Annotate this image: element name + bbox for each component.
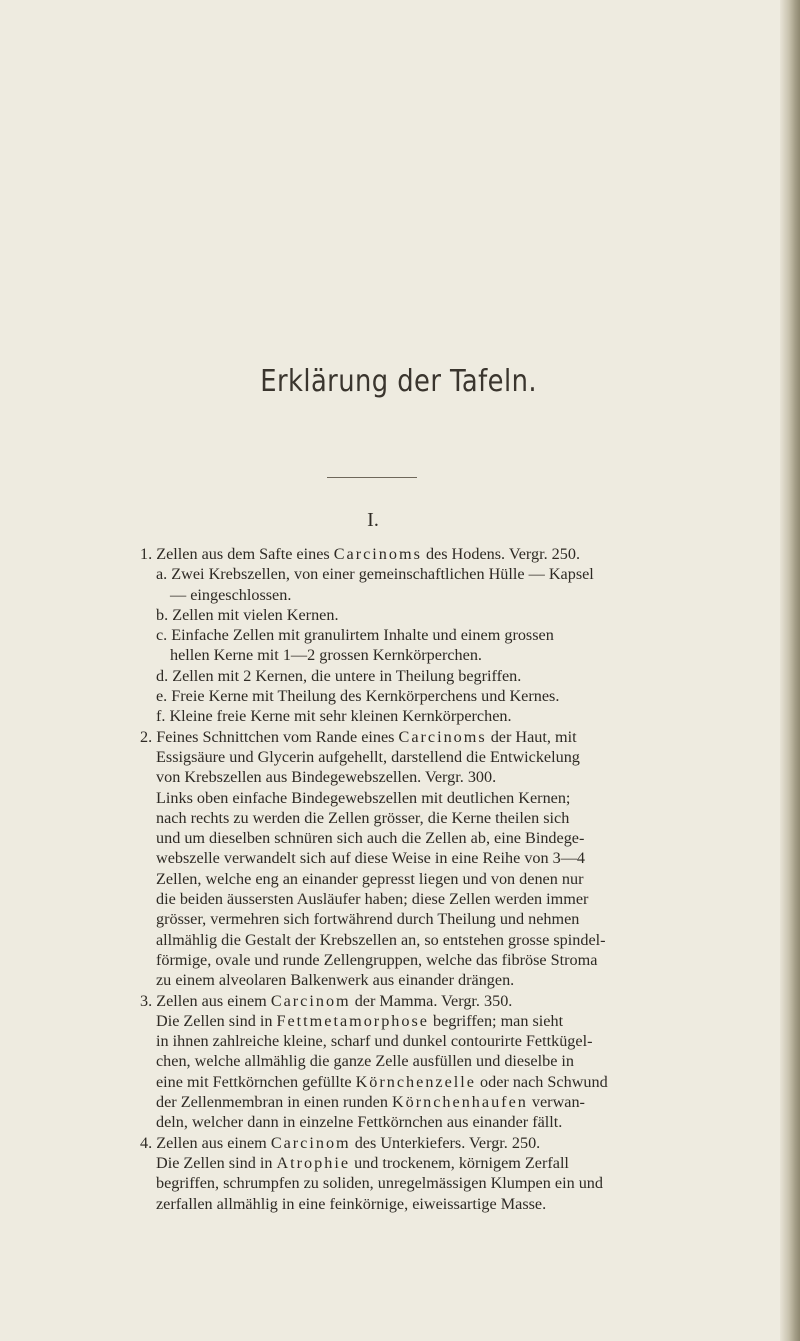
- title-rule: [327, 477, 417, 478]
- text-line: [140, 666, 790, 686]
- text-run: 4. Zellen aus einem: [140, 1133, 271, 1152]
- section-numeral: I.: [367, 509, 379, 531]
- text-line: [140, 1133, 790, 1153]
- text-run: hellen Kerne mit 1—2 grossen Kernkörperchen.: [170, 646, 482, 665]
- text-run: e. Freie Kerne mit Theilung des Kernkörperchens und Kernes.: [156, 687, 560, 706]
- page-title: Erklärung der Tafeln.: [260, 364, 537, 399]
- text-run: deln, welcher dann in einzelne Fettkörnchen aus einander fällt.: [156, 1113, 563, 1132]
- text-line: [140, 1092, 790, 1112]
- text-line: [140, 1153, 790, 1173]
- text-line: [140, 727, 790, 747]
- text-line: [140, 1112, 790, 1132]
- spaced-term: Körnchenzelle: [355, 1072, 476, 1091]
- text-run: nach rechts zu werden die Zellen grösser, die Kerne theilen sich: [156, 808, 570, 827]
- text-line: [140, 950, 790, 970]
- text-run: f. Kleine freie Kerne mit sehr kleinen Kernkörperchen.: [156, 707, 512, 726]
- spaced-term: Carcinom: [270, 991, 351, 1010]
- text-run: der Haut, mit: [486, 727, 577, 746]
- text-run: des Hodens. Vergr. 250.: [421, 545, 581, 563]
- text-line: [140, 686, 790, 706]
- text-run: — eingeschlossen.: [170, 585, 292, 604]
- text-run: begriffen, schrumpfen zu soliden, unregelmässigen Klumpen ein und: [156, 1174, 603, 1193]
- text-run: 1. Zellen aus dem Safte eines: [140, 545, 334, 563]
- text-run: zu einem alveolaren Balkenwerk aus einander drängen.: [156, 971, 515, 990]
- text-line: [140, 706, 790, 726]
- text-line: [140, 788, 790, 808]
- text-run: und trockenem, körnigem Zerfall: [350, 1153, 569, 1172]
- text-run: und um dieselben schnüren sich auch die Zellen ab, eine Bindege-: [156, 829, 585, 848]
- text-run: Zellen, welche eng an einander gepresst liegen und von denen nur: [156, 869, 584, 888]
- text-line: [140, 544, 790, 564]
- spaced-term: Fettmetamorphose: [276, 1011, 429, 1030]
- text-run: oder nach Schwund: [475, 1072, 608, 1091]
- text-run: chen, welche allmählig die ganze Zelle ausfüllen und dieselbe in: [156, 1052, 575, 1071]
- text-run: verwan-: [527, 1093, 585, 1112]
- text-line: [140, 1173, 790, 1193]
- text-line: [140, 564, 790, 584]
- text-run: in ihnen zahlreiche kleine, scharf und dunkel contourirte Fettkügel-: [156, 1032, 593, 1051]
- text-line: [140, 1051, 790, 1071]
- text-line: [140, 889, 790, 909]
- text-line: [140, 930, 790, 950]
- text-run: zerfallen allmählig in eine feinkörnige, eiweissartige Masse.: [156, 1194, 547, 1213]
- text-run: a. Zwei Krebszellen, von einer gemeinschaftlichen Hülle — Kapsel: [156, 565, 594, 584]
- text-line: [140, 1072, 790, 1092]
- text-run: c. Einfache Zellen mit granulirtem Inhalte und einem grossen: [156, 626, 554, 645]
- text-line: [140, 909, 790, 929]
- text-line: [140, 747, 790, 767]
- text-run: Die Zellen sind in: [156, 1011, 277, 1030]
- text-line: [140, 848, 790, 868]
- text-run: begriffen; man sieht: [428, 1011, 564, 1030]
- text-line: [140, 1031, 790, 1051]
- text-line: [140, 767, 790, 787]
- text-run: der Mamma. Vergr. 350.: [350, 991, 513, 1010]
- text-line: [140, 808, 790, 828]
- text-run: b. Zellen mit vielen Kernen.: [156, 605, 339, 624]
- text-line: [140, 828, 790, 848]
- text-run: Die Zellen sind in: [156, 1153, 277, 1172]
- text-run: Links oben einfache Bindegewebszellen mit deutlichen Kernen;: [156, 788, 571, 807]
- text-line: [140, 605, 790, 625]
- text-line: [140, 1194, 790, 1214]
- text-line: [140, 1011, 790, 1031]
- text-run: förmige, ovale und runde Zellengruppen, welche das fibröse Stroma: [156, 950, 598, 969]
- text-run: von Krebszellen aus Bindegewebszellen. Vergr. 300.: [156, 768, 497, 787]
- text-run: Essigsäure und Glycerin aufgehellt, darstellend die Entwickelung: [156, 747, 580, 766]
- text-run: grösser, vermehren sich fortwährend durch Theilung und nehmen: [156, 910, 580, 929]
- text-line: [140, 645, 790, 665]
- spaced-term: Atrophie: [276, 1153, 351, 1172]
- text-line: [140, 869, 790, 889]
- spaced-term: Carcinoms: [398, 727, 487, 746]
- spaced-term: Carcinom: [270, 1133, 351, 1152]
- text-run: 2. Feines Schnittchen vom Rande eines: [140, 727, 399, 746]
- spaced-term: Carcinoms: [333, 545, 422, 563]
- text-run: die beiden äussersten Ausläufer haben; diese Zellen werden immer: [156, 890, 589, 909]
- plate-explanations: [140, 544, 790, 1214]
- text-line: [140, 625, 790, 645]
- text-run: d. Zellen mit 2 Kernen, die untere in Theilung begriffen.: [156, 666, 522, 685]
- text-run: des Unterkiefers. Vergr. 250.: [350, 1133, 541, 1152]
- text-run: der Zellenmembran in einen runden: [156, 1093, 392, 1112]
- text-line: [140, 970, 790, 990]
- text-line: [140, 991, 790, 1011]
- text-run: allmählig die Gestalt der Krebszellen an, so entstehen grosse spindel-: [156, 930, 606, 949]
- spaced-term: Körnchenhaufen: [391, 1093, 528, 1112]
- text-run: webszelle verwandelt sich auf diese Weise in eine Reihe von 3—4: [156, 849, 586, 868]
- text-run: 3. Zellen aus einem: [140, 991, 271, 1010]
- text-line: [140, 585, 790, 605]
- text-run: eine mit Fettkörnchen gefüllte: [156, 1072, 356, 1091]
